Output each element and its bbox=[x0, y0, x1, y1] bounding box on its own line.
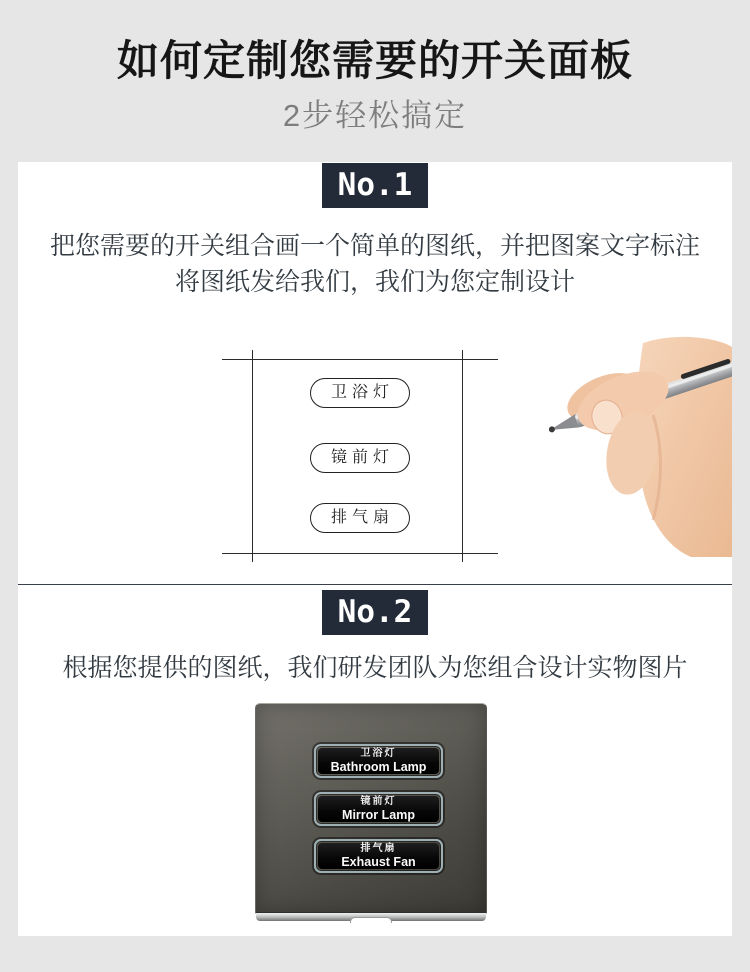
panel-button-label-en: Bathroom Lamp bbox=[330, 760, 427, 774]
panel-button-face bbox=[318, 796, 439, 822]
sketch-pill-label: 排气扇 bbox=[310, 503, 410, 533]
panel-button-label-zh: 排气扇 bbox=[360, 843, 397, 854]
hand-holding-pen-image bbox=[495, 325, 732, 557]
panel-button bbox=[314, 792, 443, 826]
sketch-frame-line-right bbox=[462, 350, 463, 562]
panel-button-label-en: Mirror Lamp bbox=[342, 808, 415, 822]
panel-button-label-en: Exhaust Fan bbox=[341, 855, 416, 869]
content-card bbox=[18, 162, 732, 936]
page-title: 如何定制您需要的开关面板 bbox=[116, 37, 633, 84]
panel-bottom-notch bbox=[350, 917, 392, 923]
step2-description: 根据您提供的图纸，我们研发团队为您组合设计实物图片 bbox=[62, 654, 688, 682]
step2-badge: No.2 bbox=[322, 590, 428, 635]
panel-bottom-rim bbox=[256, 912, 486, 921]
panel-button bbox=[314, 839, 443, 873]
panel-button-label-zh: 卫浴灯 bbox=[360, 748, 397, 759]
sketch-pill-label: 卫浴灯 bbox=[310, 378, 410, 408]
sketch-frame-line-top bbox=[222, 359, 498, 360]
panel-metal-body bbox=[255, 703, 487, 914]
sketch-pill-label: 镜前灯 bbox=[310, 443, 410, 473]
step1-description-line1: 把您需要的开关组合画一个简单的图纸，并把图案文字标注 bbox=[49, 232, 700, 260]
step1-badge: No.1 bbox=[322, 163, 428, 208]
panel-button bbox=[314, 744, 443, 778]
step1-description-line2: 将图纸发给我们，我们为您定制设计 bbox=[174, 268, 575, 296]
step-divider bbox=[18, 584, 732, 585]
panel-button-face bbox=[318, 843, 439, 869]
panel-button-face bbox=[318, 748, 439, 774]
sketch-frame-line-left bbox=[252, 350, 253, 562]
page-subtitle: 2步轻松搞定 bbox=[282, 98, 468, 133]
switch-panel-image bbox=[255, 703, 487, 921]
panel-button-label-zh: 镜前灯 bbox=[360, 796, 397, 807]
sketch-frame-line-bottom bbox=[222, 553, 498, 554]
hand-pen-illustration bbox=[495, 325, 732, 557]
